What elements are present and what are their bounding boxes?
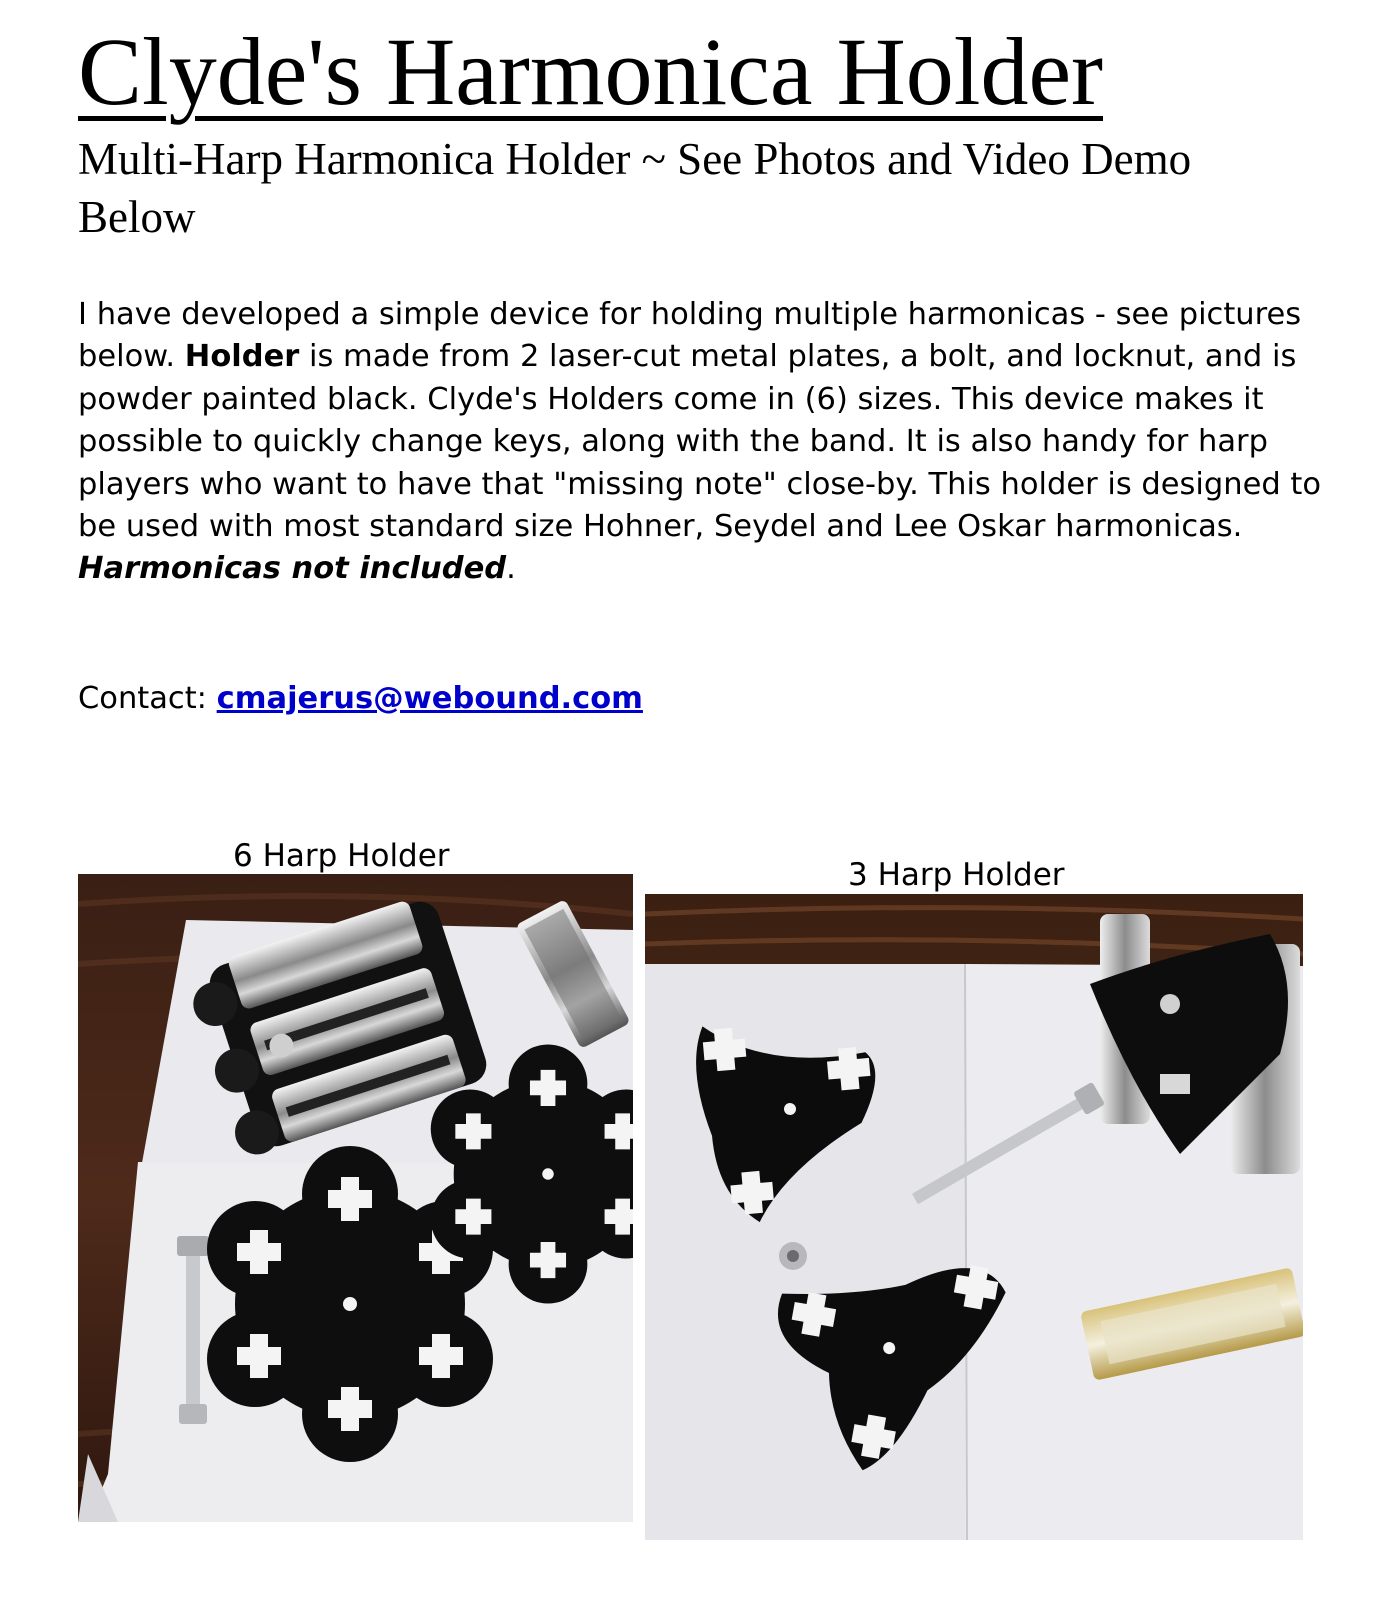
- contact-line: [78, 678, 643, 720]
- intro-bold-holder: Holder: [184, 339, 300, 375]
- contact-email-link[interactable]: cmajerus@webound.com: [216, 681, 643, 716]
- intro-text-2: is made from 2 laser-cut metal plates, a bolt, and locknut, and is powder painted black. Clyde's Holders come in (6) sizes. This device makes it possible to quickly change keys, along with the band. It is also handy for harp players who want to have that "missing note" close-by. This holder is designed to be used with most standard size Hohner, Seydel and Lee Oskar harmonicas.: [78, 339, 1322, 545]
- photo-caption-3-harp: 3 Harp Holder: [848, 857, 1065, 893]
- page-title: Clyde's Harmonica Holder: [78, 18, 1104, 125]
- intro-text-end: .: [506, 551, 516, 587]
- intro-paragraph: [78, 294, 1338, 591]
- six-harp-holder-photo: [78, 874, 633, 1522]
- three-harp-holder-photo: [645, 894, 1303, 1540]
- intro-text-1: I have developed a simple device for holding multiple harmonicas - see pictures below.: [78, 297, 1302, 375]
- page-subtitle: Multi-Harp Harmonica Holder ~ See Photos and Video Demo Below: [78, 134, 1192, 242]
- intro-not-included: Harmonicas not included: [78, 551, 507, 587]
- contact-label: Contact:: [78, 681, 217, 716]
- photo-caption-6-harp: 6 Harp Holder: [233, 838, 450, 874]
